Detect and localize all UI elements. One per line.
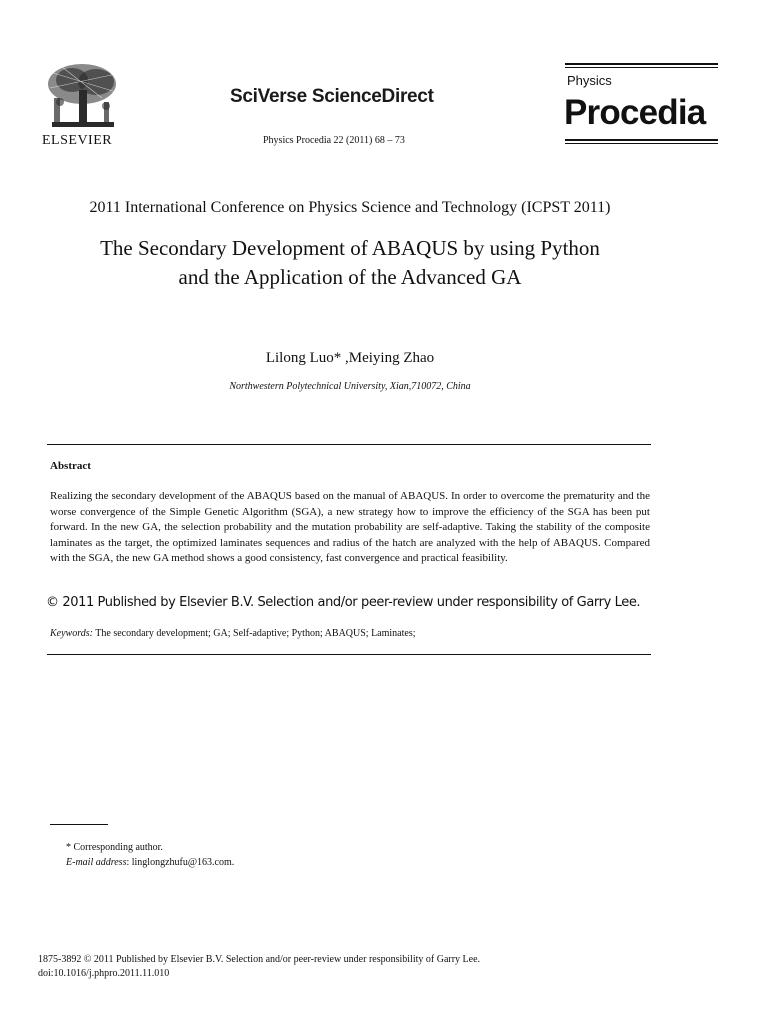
journal-reference: Physics Procedia 22 (2011) 68 – 73 [263, 135, 405, 146]
affiliation: Northwestern Polytechnical University, Xian,710072, China [229, 381, 471, 392]
brand-rule-bottom [565, 139, 718, 141]
abstract-rule-bottom [47, 654, 651, 655]
journal-brand-top: Physics [567, 73, 612, 88]
email-label: E-mail address [66, 857, 127, 868]
keywords [50, 628, 416, 639]
footnote-rule [50, 824, 108, 825]
conference-name: 2011 International Conference on Physics Science and Technology (ICPST 2011) [89, 199, 611, 216]
abstract-rule-top [47, 444, 651, 445]
platform-logo: SciVerse ScienceDirect [230, 86, 434, 107]
brand-rule-bottom-thin [565, 143, 718, 144]
email-note [66, 857, 234, 868]
keywords-list: The secondary development; GA; Self-adaptive; Python; ABAQUS; Laminates; [92, 628, 416, 639]
authors: Lilong Luo* ,Meiying Zhao [265, 350, 435, 366]
keywords-label: Keywords: [50, 628, 93, 639]
email-address: : linglongzhufu@163.com. [126, 857, 235, 868]
issn-line: 1875-3892 © 2011 Published by Elsevier B.V. Selection and/or peer-review under responsibility of Garry Lee. [38, 954, 481, 965]
paper-title [0, 234, 700, 292]
doi: doi:10.1016/j.phpro.2011.11.010 [38, 968, 170, 979]
journal-brand-main: Procedia [564, 93, 706, 132]
brand-rule-top [565, 63, 718, 65]
brand-rule-top-thin [565, 67, 718, 68]
abstract-heading: Abstract [50, 460, 91, 472]
publisher-name: ELSEVIER [42, 133, 113, 148]
abstract-text: Realizing the secondary development of the ABAQUS based on the manual of ABAQUS. In order to overcome the prematurity and the worse convergence of the Simple Genetic Algorithm (SGA), a new strategy how to improve the efficiency of the SGA has been put forward. In the new GA, the selection probability and the mutation probability are self-adaptive. Taking the stability of the composite laminates as the target, the optimized laminates sequences and radius of the hatch are analyzed with the help of ABAQUS. Compared with the SGA, the new GA method shows a good consistency, fast convergence and practical feasibility. [50, 490, 650, 564]
paper-title-line2: and the Application of the Advanced GA [178, 265, 522, 289]
paper-title-line1: The Secondary Development of ABAQUS by using Python [100, 236, 600, 260]
corresponding-author-note: * Corresponding author. [66, 842, 163, 853]
elsevier-tree-logo [42, 62, 124, 134]
copyright-notice: © 2011 Published by Elsevier B.V. Selection and/or peer-review under responsibility of Garry Lee. [46, 595, 641, 610]
